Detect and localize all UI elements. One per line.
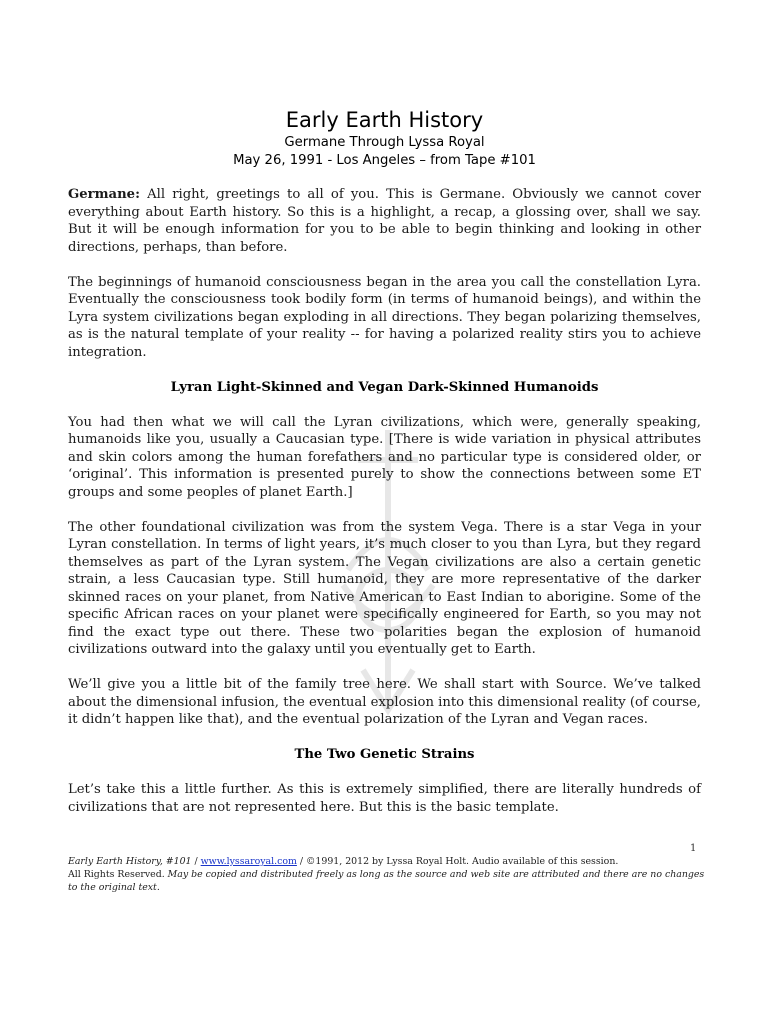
paragraph-intro-text: All right, greetings to all of you. This is Germane. Obviously we cannot cover everything about Earth history. So this is a highlight, a recap, a glossing over, shall we say. But it will be enough information for you to be able to begin thinking and looking in other directions, perhaps, than before. [68,187,701,255]
section-heading-lyran-vegan: Lyran Light-Skinned and Vegan Dark-Skinned Humanoids [170,379,599,395]
paragraph-template: Let’s take this a little further. As this is extremely simplified, there are literally hundreds of civilizations that are not represented here. But this is the basic template. [68,782,701,815]
page-footer [68,855,708,894]
speaker-label: Germane: [68,187,140,202]
footer-rights: All Rights Reserved. [68,869,165,880]
footer-source-title: Early Earth History, #101 [68,856,192,867]
page-title: Early Earth History [285,108,484,132]
subtitle-date: May 26, 1991 - Los Angeles – from Tape #101 [233,153,536,168]
paragraph-vega: The other foundational civilization was from the system Vega. There is a star Vega in your Lyran constellation. In terms of light years, it’s much closer to you than Lyra, but they regard themselves as part of the Lyran system. The Vegan civilizations are also a certain genetic strain, a less Caucasian type. Still humanoid, they are more representative of the darker skinned races on your planet, from Native American to East Indian to aborigine. Some of the specific African races on your planet were specifically engineered for Earth, so you may not find the exact type out there. These two polarities began the explosion of humanoid civilizations outward into the galaxy until you eventually get to Earth. [68,519,701,657]
footer-line-source [68,855,708,868]
paragraph-family-tree: We’ll give you a little bit of the family tree here. We shall start with Source. We’ve talked about the dimensional infusion, the eventual explosion into this dimensional reality (of course, it didn’t happen like that), and the eventual polarization of the Lyran and Vegan races. [68,677,701,727]
paragraph-humanoid-origins: The beginnings of humanoid consciousness began in the area you call the constellation Lyra. Eventually the consciousness took bodily form (in terms of humanoid beings), and within the Lyra system civilizations began exploding in all directions. They began polarizing themselves, as is the natural template of your reality -- for having a polarized reality stirs you to achieve integration. [68,274,701,360]
section-heading-genetic-strains: The Two Genetic Strains [294,747,475,762]
subtitle-author: Germane Through Lyssa Royal [284,135,485,150]
paragraph-intro [68,186,701,256]
document-body [68,106,701,834]
footer-license: May be copied and distributed freely as long as the source and web site are attributed and there are no changes to the original text. [68,869,705,893]
footer-copyright: / ©1991, 2012 by Lyssa Royal Holt. Audio available of this session. [296,856,619,867]
footer-separator: / [191,856,201,867]
paragraph-lyran-civilizations: You had then what we will call the Lyran civilizations, which were, generally speaking, humanoids like you, usually a Caucasian type. [There is wide variation in physical attributes and skin colors among the human forefathers and no particular type is considered older, or ‘original’. This information is presented purely to show the connections between some ET groups and some peoples of planet Earth.] [68,414,701,500]
footer-line-rights [68,868,708,894]
footer-website-link[interactable]: www.lyssaroyal.com [200,856,297,867]
page-number: 1 [690,843,697,854]
